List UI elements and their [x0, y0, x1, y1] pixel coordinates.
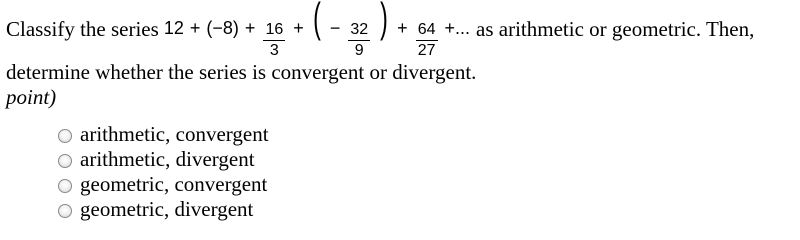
- option-arithmetic-convergent[interactable]: [58, 122, 269, 147]
- option-arithmetic-divergent[interactable]: [58, 147, 269, 172]
- fraction-denominator: 3: [269, 42, 279, 59]
- term-1: 12: [163, 18, 184, 38]
- option-label: arithmetic, divergent: [80, 147, 255, 171]
- question-suffix: as arithmetic or geometric. Then,: [476, 16, 755, 41]
- option-label: geometric, convergent: [80, 172, 268, 196]
- open-paren: (: [312, 0, 321, 41]
- answer-options: [58, 122, 269, 222]
- option-label: arithmetic, convergent: [80, 122, 269, 146]
- series-ellipsis: +...: [444, 18, 471, 38]
- option-geometric-divergent[interactable]: [58, 197, 269, 222]
- fraction-term-4: [348, 22, 370, 59]
- plus-sign: +: [293, 18, 304, 38]
- fraction-term-3: [263, 22, 285, 59]
- term-2: (−8): [206, 18, 239, 38]
- close-paren: ): [380, 0, 389, 41]
- series-expression: [164, 0, 470, 59]
- radio-button[interactable]: [58, 204, 72, 218]
- question-line-1: [6, 0, 755, 59]
- fraction-numerator: 64: [417, 21, 436, 38]
- radio-button[interactable]: [58, 129, 72, 143]
- minus-sign: −: [329, 18, 341, 38]
- question-line-2: determine whether the series is convergent or divergent.: [6, 60, 477, 84]
- radio-button[interactable]: [58, 179, 72, 193]
- points-note: point): [6, 85, 57, 109]
- fraction-numerator: 16: [265, 21, 284, 38]
- plus-sign: +: [189, 18, 201, 38]
- fraction-term-5: [416, 22, 438, 59]
- plus-sign: +: [244, 18, 256, 38]
- fraction-denominator: 27: [417, 42, 436, 59]
- option-geometric-convergent[interactable]: [58, 172, 269, 197]
- fraction-numerator: 32: [350, 21, 369, 38]
- radio-button[interactable]: [58, 154, 72, 168]
- fraction-denominator: 9: [354, 42, 364, 59]
- plus-sign: +: [397, 18, 408, 38]
- option-label: geometric, divergent: [80, 197, 254, 221]
- question-prefix: Classify the series: [6, 16, 159, 41]
